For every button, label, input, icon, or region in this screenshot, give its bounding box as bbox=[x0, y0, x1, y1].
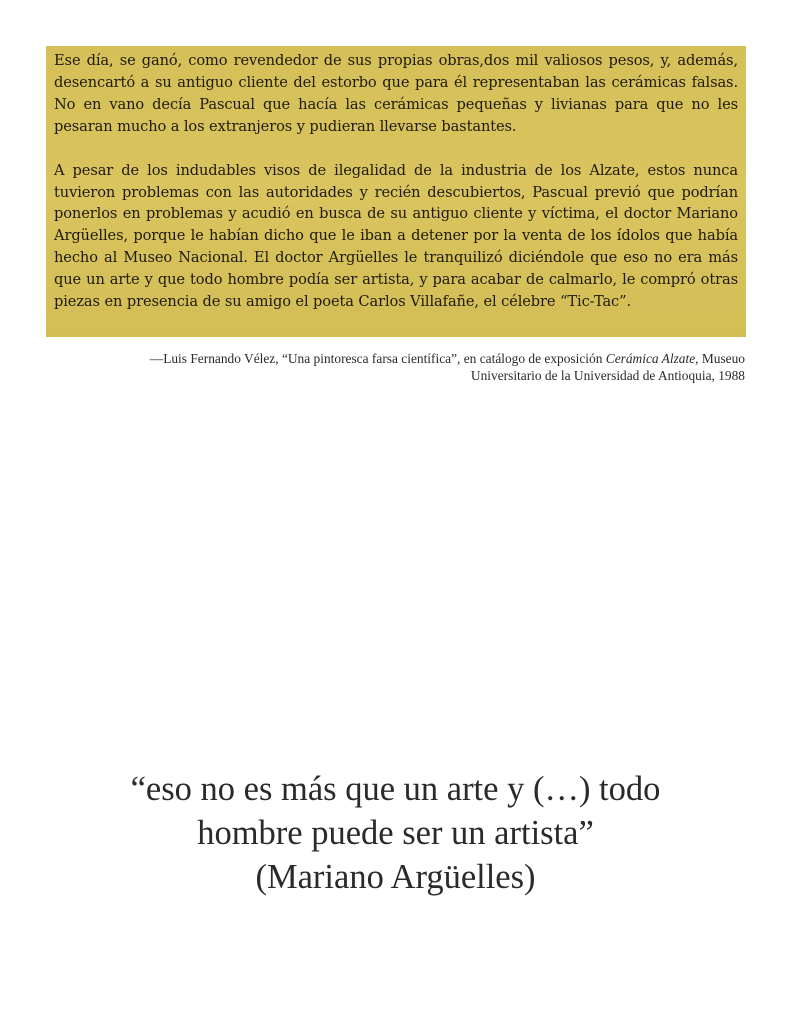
citation-exhibition-title: Cerámica Alzate bbox=[605, 351, 696, 366]
citation-publisher: , Museuo Universitario de la Universidad de Antioquia, 1988 bbox=[470, 351, 745, 383]
scanned-text-excerpt bbox=[46, 46, 746, 337]
excerpt-paragraph-1: Ese día, se ganó, como revendedor de sus propias obras,dos mil valiosos pesos, y, además, desencartó a su antiguo cliente del estorbo que para él representaban las cerámicas falsas. No en vano decía Pascual que hacía las cerámicas pequeñas y livianas para que no les pesaran mucho a los extranjeros y pudieran llevarse bastantes. bbox=[54, 52, 738, 135]
quote-attribution: (Mariano Argüelles) bbox=[255, 858, 536, 896]
quote-line-1: “eso no es más que un arte y (…) todo bbox=[130, 770, 661, 808]
citation bbox=[125, 350, 745, 384]
quote-line-2: hombre puede ser un artista” bbox=[197, 814, 594, 852]
citation-author-title: —Luis Fernando Vélez, “Una pintoresca farsa científica”, en catálogo de exposición bbox=[149, 351, 606, 366]
excerpt-paragraph-2: A pesar de los indudables visos de ilegalidad de la industria de los Alzate, estos nunca tuvieron problemas con las autoridades y recién descubiertos, Pascual previó que podrían ponerlos en problemas y acudió en busca de su antiguo cliente y víctima, el doctor Mariano Argüelles, porque le habían dicho que le iban a detener por la venta de los ídolos que había hecho al Museo Nacional. El doctor Argüelles le tranquilizó diciéndole que eso no era más que un arte y que todo hombre podía ser artista, y para acabar de calmarlo, le compró otras piezas en presencia de su amigo el poeta Carlos Villafañe, el célebre “Tic-Tac”. bbox=[54, 161, 738, 311]
pull-quote bbox=[0, 767, 791, 899]
